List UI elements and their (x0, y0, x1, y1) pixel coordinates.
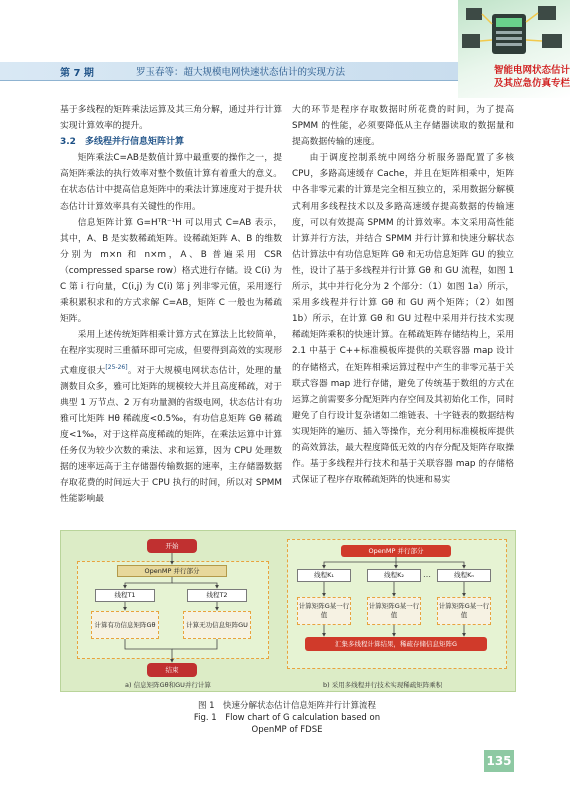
thread-k2-node: 线程K₂ (367, 569, 421, 582)
page-number: 135 (484, 750, 514, 772)
end-node: 结束 (147, 663, 197, 677)
paragraph: 由于调度控制系统中网络分析服务器配置了多核 CPU，多路高速缓存 Cache，并且在矩阵相乘中，矩阵中各非零元素的计算是完全相互独立的，采用数据分解模式利用多线程技术以及多路高速缓存提高数据的传输速度，可以有效提高 SPMM 的计算效率。本文采用高性能计算并行方法，并结合 SPMM 并行计算和快速分解状态估计算法中有功信息矩阵 Gθ 和无功信息矩阵 GU 的独立性，设计了基于多线程并行计算 Gθ 和 GU 流程，如图 1 所示，其中并行化分为 2 个部分：（1）如图 1a）所示，采用多线程并行计算 Gθ 和 GU 两个矩阵；（2）如图 1b）所示，在计算 Gθ 和 GU 过程中采用并行技术实现稀疏矩阵乘积的快速计算。在稀疏矩阵存储结构上，采用 2.1 中基于 C++标准模板库提供的关联容器 map 设计的存储格式，在矩阵相乘运算过程中产生的非零元基于关联式容器 map 进行存储，避免了传统基于数组的方式在运算之前需要多分配矩阵内存空间及其初始化工作，同时避免了自行设计复杂诸如二维链表、十字链表的数据结构实现矩阵的遍历、插入等操作，充分利用标准模板库提供的高效算法，最大程度降低无效的内存分配及矩阵存取操作。基于多线程并行技术和基于关联容器 map 的存储格式保证了程序存取稀疏矩阵的快速和易实 (292, 153, 514, 486)
column-title-line1: 智能电网状态估计 (493, 65, 570, 76)
paragraph: 信息矩阵计算 G=HᵀR⁻¹H 可以用式 C=AB 表示，其中，A、B 是实数稀疏矩阵。设稀疏矩阵 A、B 的维数分别为 m×n 和 n×m，A、B 普遍采用 CSR（compressed sparse row）格式进行存储。设 C(i) 为 C 第 i 行向量，C(i,j) 为 C(i) 第 j 列非零元值，采用逐行乘积累积求和的方式求解 C=AB，矩阵 C 一般也为稀疏矩阵。 (60, 217, 282, 325)
paragraph: 基于多线程的矩阵乘法运算及其三角分解，通过并行计算实现计算效率的提升。 (60, 105, 282, 132)
start-node: 开始 (147, 539, 197, 553)
svg-text:…: … (423, 570, 431, 579)
thread-t2-node: 线程T2 (187, 589, 247, 602)
calc-g-theta-node: 计算有功信息矩阵Gθ (91, 611, 159, 639)
issue-number: 第 7 期 (60, 68, 94, 79)
section-heading: 3.2 多线程并行信息矩阵计算 (60, 137, 184, 148)
paragraph-text: 。对于大规模电网状态估计，处理的量测数目众多，雅可比矩阵的规模较大并且高度稀疏，对于典型 1 万节点、2 万有功量测的省级电网，状态估计有功雅可比矩阵 Hθ 稀疏度<0.5‰，有功信息矩阵 Gθ 稀疏度<1‰，对于这样高度稀疏的矩阵，在乘法运算中计算任务仅为较少次数的乘法、求和运算，因为 CPU 处理数据的速率远高于主存储器传输数据的速率，主存储器数据存取花费的时间远大于 CPU 执行的时间，所以对 SPMM 性能影响最 (60, 365, 282, 505)
figure-subcaption-a: a) 信息矩阵Gθ和GU并行计算 (125, 681, 211, 689)
figure-1 (60, 530, 516, 692)
running-title: 罗玉春等：超大规模电网快速状态估计的实现方法 (136, 67, 346, 78)
thread-t1-node: 线程T1 (95, 589, 155, 602)
calc-row-node-1: 计算矩阵G某一行值 (297, 597, 351, 625)
paragraph (60, 327, 282, 507)
column-title (470, 64, 570, 90)
calc-g-u-node: 计算无功信息矩阵GU (183, 611, 251, 639)
calc-row-node-2: 计算矩阵G某一行值 (367, 597, 421, 625)
figure-caption-en-line1: Fig. 1 Flow chart of G calculation based on (193, 713, 381, 723)
figure-caption-cn: 图 1 快速分解状态估计信息矩阵并行计算流程 (197, 701, 377, 711)
figure-subcaption-b: b) 采用多线程并行技术实现稀疏矩阵乘积 (323, 681, 443, 689)
thread-k1-node: 线程K₁ (297, 569, 351, 582)
figure-caption-en-line2: OpenMP of FDSE (251, 725, 323, 735)
right-column (292, 102, 514, 488)
grid-device-illustration (458, 0, 570, 62)
paragraph: 矩阵乘法C=AB是数值计算中最重要的操作之一，提高矩阵乘法的执行效率对整个数值计算有着重大的意义。在状态估计中提高信息矩阵中的乘法计算速度对于提升状态估计计算效率具有关键性的作用。 (60, 153, 282, 212)
citation[interactable]: [25-26] (105, 363, 128, 371)
paragraph-text: 采用上述传统矩阵相乘计算方式在算法上比较简单，在程序实现时三重循环即可完成，但要得到高效的实现形式难度很大 (60, 330, 282, 376)
left-column (60, 102, 282, 507)
summary-node: 汇集多线程计算结果，稀疏存储信息矩阵G (305, 637, 487, 651)
openmp-label-a: OpenMP 并行部分 (117, 565, 227, 577)
column-title-line2: 及其应急仿真专栏 (493, 78, 570, 89)
flow-arrows (61, 531, 515, 691)
thread-kn-node: 线程Kₙ (437, 569, 491, 582)
calc-row-node-n: 计算矩阵G某一行值 (437, 597, 491, 625)
openmp-label-b: OpenMP 并行部分 (341, 545, 451, 557)
paragraph: 大的环节是程序存取数据时所花费的时间，为了提高 SPMM 的性能，必须要降低从主存储器读取的数据量和提高数据传输的速度。 (292, 105, 514, 148)
